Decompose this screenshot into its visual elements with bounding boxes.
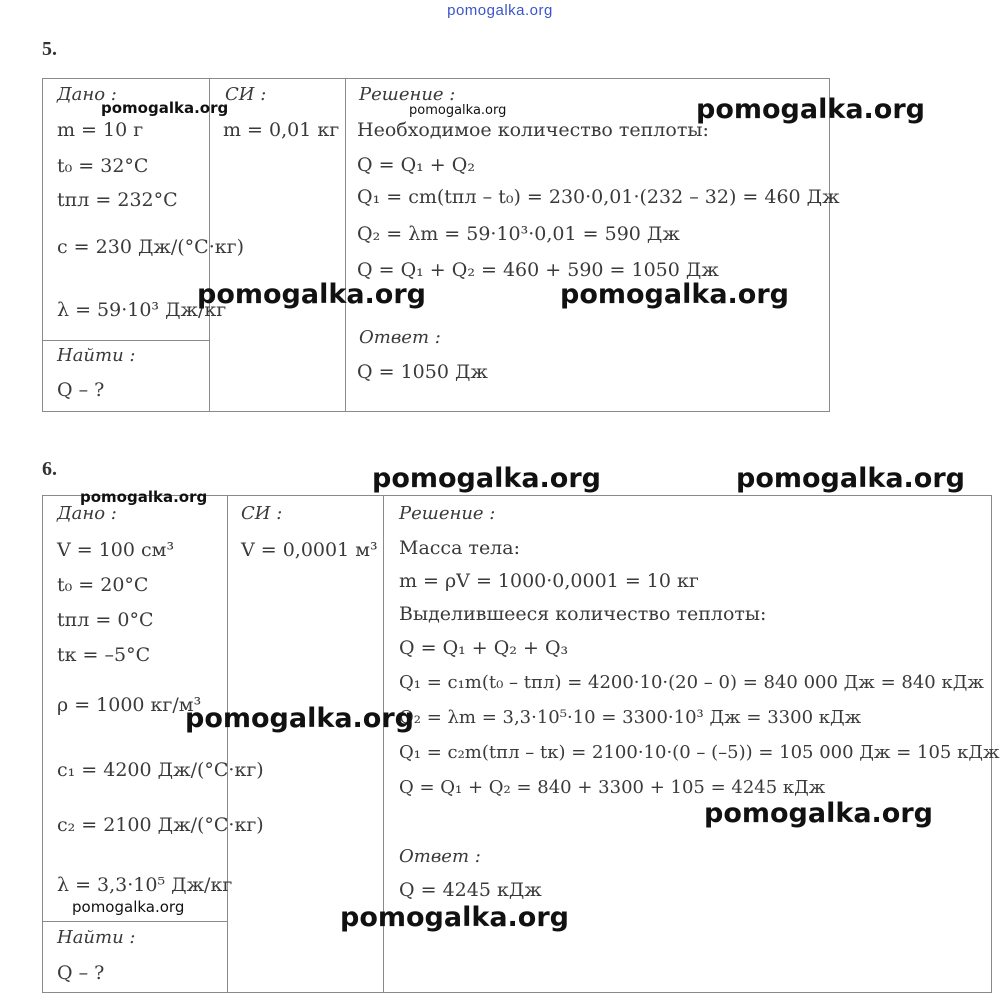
solution-line: Q = Q₁ + Q₂ + Q₃ (399, 637, 569, 659)
site-header[interactable]: pomogalka.org (447, 2, 553, 19)
given-line: m = 10 г (57, 119, 144, 141)
problem-5-number: 5. (42, 38, 57, 60)
si-heading: СИ : (241, 503, 283, 524)
watermark: pomogalka.org (736, 463, 965, 494)
solution-line: Q = Q₁ + Q₂ = 460 + 590 = 1050 Дж (357, 259, 719, 281)
watermark: pomogalka.org (72, 898, 185, 916)
watermark: pomogalka.org (704, 798, 933, 829)
divider (345, 79, 346, 411)
given-line: λ = 3,3·10⁵ Дж/кг (57, 874, 233, 896)
si-heading: СИ : (225, 84, 267, 105)
watermark: pomogalka.org (340, 902, 569, 933)
find-value: Q – ? (57, 962, 105, 984)
given-line: t₀ = 20°C (57, 574, 149, 596)
watermark: pomogalka.org (409, 103, 507, 118)
divider (43, 921, 227, 922)
divider (227, 496, 228, 992)
given-line: V = 100 см³ (57, 539, 175, 561)
find-heading: Найти : (57, 927, 136, 948)
given-heading: Дано : (57, 503, 117, 524)
given-line: tпл = 0°C (57, 609, 154, 631)
given-line: c = 230 Дж/(°C·кг) (57, 236, 245, 258)
given-heading: Дано : (57, 84, 117, 105)
solution-line: Необходимое количество теплоты: (357, 119, 709, 141)
given-line: ρ = 1000 кг/м³ (57, 694, 202, 716)
problem-6-number: 6. (42, 458, 57, 480)
si-value: m = 0,01 кг (223, 119, 340, 141)
solution-line: Q₁ = c₁m(t₀ – tпл) = 4200·10·(20 – 0) = 840 000 Дж = 840 кДж (399, 672, 984, 693)
answer-value: Q = 1050 Дж (357, 361, 488, 383)
given-line: tпл = 232°C (57, 189, 178, 211)
watermark: pomogalka.org (696, 94, 925, 125)
given-line: tк = –5°C (57, 644, 151, 666)
solution-line: Q = Q₁ + Q₂ = 840 + 3300 + 105 = 4245 кДж (399, 777, 826, 798)
watermark: pomogalka.org (197, 279, 426, 310)
solution-heading: Решение : (399, 503, 496, 524)
given-line: λ = 59·10³ Дж/кг (57, 299, 227, 321)
answer-heading: Ответ : (399, 846, 481, 867)
find-value: Q – ? (57, 379, 105, 401)
watermark: pomogalka.org (101, 99, 229, 117)
solution-line: Q₁ = c₂m(tпл – tк) = 2100·10·(0 – (–5)) = 105 000 Дж = 105 кДж (399, 742, 1000, 763)
find-heading: Найти : (57, 345, 136, 366)
watermark: pomogalka.org (80, 488, 208, 506)
solution-line: Q₂ = λm = 3,3·10⁵·10 = 3300·10³ Дж = 3300 кДж (399, 707, 862, 728)
answer-value: Q = 4245 кДж (399, 879, 542, 901)
given-line: t₀ = 32°C (57, 155, 149, 177)
given-line: c₂ = 2100 Дж/(°C·кг) (57, 814, 264, 836)
given-line: c₁ = 4200 Дж/(°C·кг) (57, 759, 264, 781)
answer-heading: Ответ : (359, 327, 441, 348)
watermark: pomogalka.org (560, 279, 789, 310)
solution-line: Q₂ = λm = 59·10³·0,01 = 590 Дж (357, 223, 680, 245)
si-value: V = 0,0001 м³ (241, 539, 378, 561)
watermark: pomogalka.org (372, 463, 601, 494)
solution-line: Масса тела: (399, 537, 520, 559)
solution-line: m = ρV = 1000·0,0001 = 10 кг (399, 570, 699, 592)
watermark: pomogalka.org (185, 703, 414, 734)
solution-line: Выделившееся количество теплоты: (399, 603, 767, 625)
solution-line: Q = Q₁ + Q₂ (357, 154, 475, 176)
problem-5-table (42, 78, 840, 412)
solution-line: Q₁ = cm(tпл – t₀) = 230·0,01·(232 – 32) = 460 Дж (357, 186, 840, 208)
divider (43, 340, 209, 341)
solution-heading: Решение : (359, 84, 456, 105)
